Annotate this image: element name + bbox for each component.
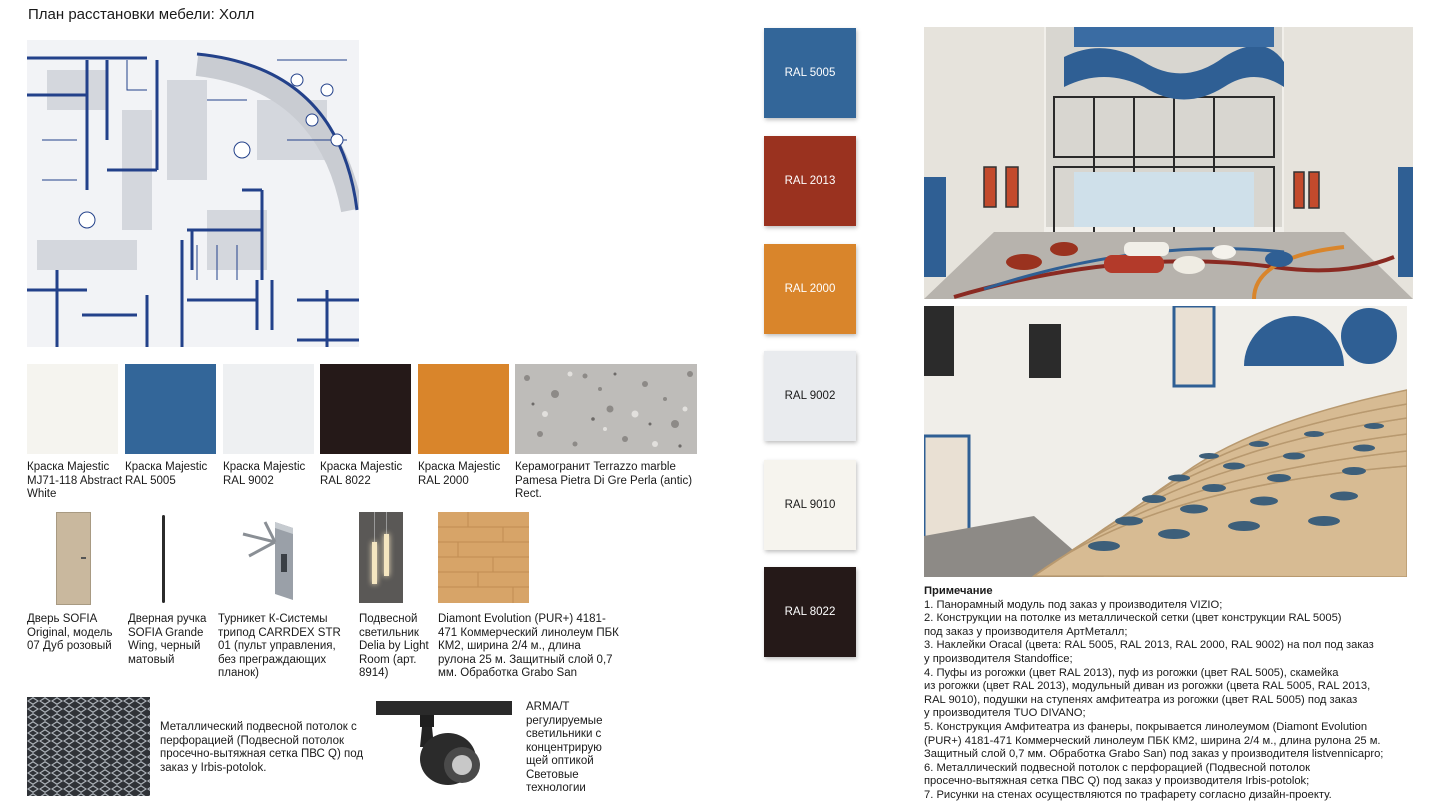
swatch-ral-9002: [223, 364, 314, 454]
caption-abstract-white: Краска Majestic MJ71-118 Abstract White: [27, 461, 123, 500]
notes-block: [924, 585, 1414, 803]
door-handle-icon: [162, 515, 165, 603]
palette-ral-5005: RAL 5005: [764, 28, 856, 118]
palette-ral-2013: RAL 2013: [764, 136, 856, 226]
note-item: 3. Наклейки Oracal (цвета: RAL 5005, RAL 2013, RAL 2000, RAL 9002) на пол под заказ у производителя Standoffice;: [924, 639, 1374, 665]
floor-plan: [27, 40, 359, 347]
palette-ral-2000: RAL 2000: [764, 244, 856, 334]
caption-ral-2000: Краска Majestic RAL 2000: [418, 461, 501, 487]
swatch-ral-2000: [418, 364, 509, 454]
turnstile-icon: [235, 514, 299, 602]
linoleum-icon: [438, 512, 529, 603]
pendant-lamp-icon: [359, 512, 403, 603]
palette-ral-8022: RAL 8022: [764, 567, 856, 657]
caption-ceiling: Металлический подвесной потолок с перфорацией (Подвесной потолок просечно-вытяжная сетка ПВС Q) под заказ у Irbis-potolok.: [160, 721, 364, 774]
ceiling-mesh-icon: [27, 697, 150, 796]
caption-terrazzo: Керамогранит Terrazzo marble Pamesa Pietra Di Gre Perla (antic) Rect.: [515, 461, 693, 500]
caption-turnstile: Турникет К-Системы трипод CARRDEX STR 01 (пульт управления, без преграждающих планок): [218, 613, 341, 679]
caption-ral-9002: Краска Majestic RAL 9002: [223, 461, 306, 487]
caption-pendant-lamp: Подвесной светильник Delia by Light Room (арт. 8914): [359, 613, 429, 679]
palette-ral-9002: RAL 9002: [764, 351, 856, 441]
note-item: 4. Пуфы из рогожки (цвет RAL 2013), пуф из рогожки (цвет RAL 5005), скамейка из рогожки (цвет RAL 2013), модульный диван из рогожки (цвета RAL 5005, RAL 2013, RAL 9010), подушки на ступенях амфитеатра из рогожки (цвет RAL 5005) под заказ у производителя TUO DIVANO;: [924, 666, 1371, 720]
notes-title: Примечание: [924, 585, 993, 597]
swatch-abstract-white: [27, 364, 118, 454]
spotlight-icon: [376, 697, 512, 797]
door-icon: [56, 512, 91, 605]
note-item: 5. Конструкция Амфитеатра из фанеры, покрывается линолеумом (Diamont Evolution (PUR+) 4181-471 Коммерческий линолеум ПБК КМ2, ширина 2/4 м., длина рулона 25 м. Защитный слой 0,7 мм. Обработка Grabo San) под заказ у производителя listvennicapro;: [924, 720, 1384, 761]
caption-door-handle: Дверная ручка SOFIA Grande Wing, черный матовый: [128, 613, 207, 666]
caption-spotlight: ARMA/T регулируемые светильники с концентрирую щей оптикой Световые технологии: [526, 701, 603, 794]
amphitheater-render: [924, 306, 1407, 577]
page-title: План расстановки мебели: Холл: [28, 6, 255, 23]
swatch-terrazzo: [515, 364, 697, 454]
caption-ral-5005: Краска Majestic RAL 5005: [125, 461, 208, 487]
note-item: 2. Конструкции на потолке из металлической сетки (цвет конструкции RAL 5005) под заказ у производителя АртМеталл;: [924, 612, 1342, 638]
note-item: 1. Панорамный модуль под заказ у производителя VIZIO;: [924, 598, 1223, 611]
swatch-ral-5005: [125, 364, 216, 454]
caption-ral-8022: Краска Majestic RAL 8022: [320, 461, 403, 487]
caption-linoleum: Diamont Evolution (PUR+) 4181-471 Коммерческий линолеум ПБК КМ2, ширина 2/4 м., длина рулона 25 м. Защитный слой 0,7 мм. Обработка Grabo San: [438, 613, 619, 679]
palette-ral-9010: RAL 9010: [764, 460, 856, 550]
note-item: 7. Рисунки на стенах осуществляются по трафарету согласно дизайн-проекту.: [924, 788, 1332, 801]
note-item: 6. Металлический подвесной потолок с перфорацией (Подвесной потолок просечно-вытяжная сетка ПВС Q) под заказ у производителя Irbis-potolok;: [924, 761, 1310, 788]
caption-door: Дверь SOFIA Original, модель 07 Дуб розовый: [27, 613, 113, 652]
swatch-ral-8022: [320, 364, 411, 454]
hall-render: [924, 27, 1413, 299]
